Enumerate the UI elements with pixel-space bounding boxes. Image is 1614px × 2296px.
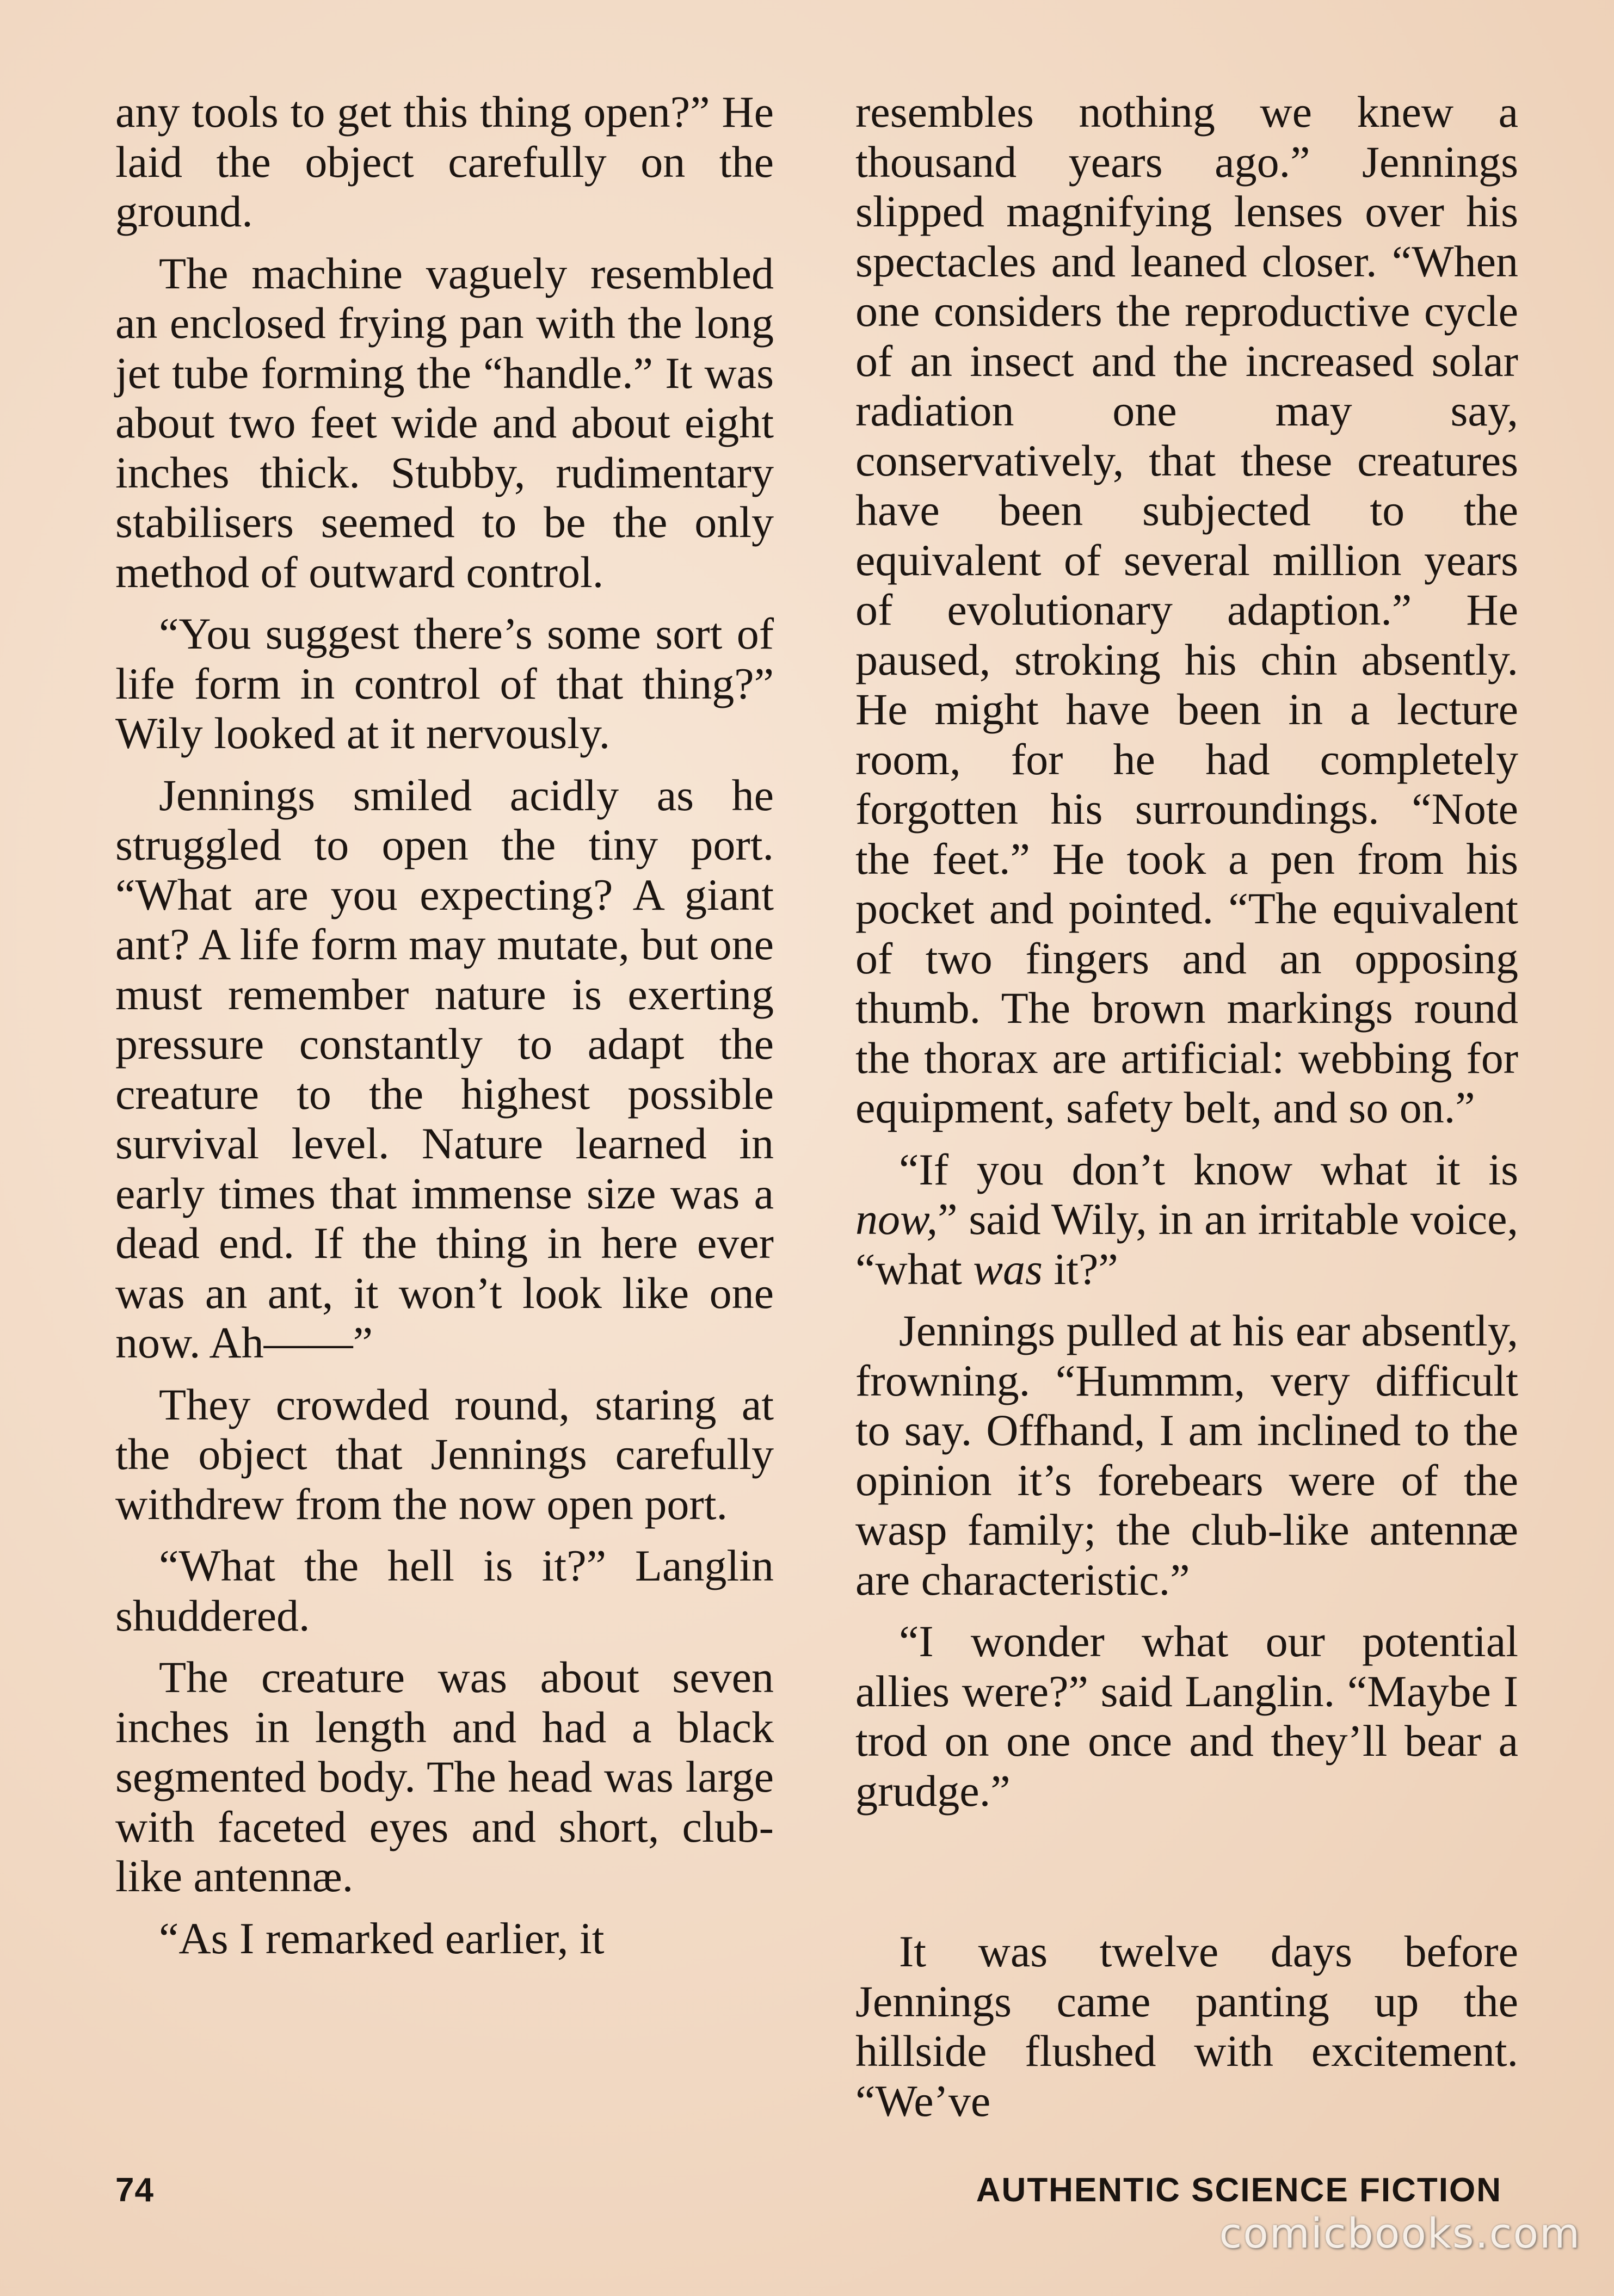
paragraph: The machine vaguely resembled an enclosed frying pan with the long jet tube forming the “handle.” It was about two feet wide and about eight inches thick. Stubby, rudimentary stabilisers seemed to be the only method of outward control. xyxy=(115,248,774,597)
paragraph: “What the hell is it?” Langlin shuddered. xyxy=(115,1541,774,1640)
paragraph: Jennings pulled at his ear absently, frowning. “Hummm, very difficult to say. Offhand, I am inclined to the opinion it’s forebears were of the wasp family; the club-like antennæ are characteristic.” xyxy=(855,1306,1518,1604)
paragraph: “You suggest there’s some sort of life form in control of that thing?” Wily looked at it nervously. xyxy=(115,609,774,758)
text-span: it?” xyxy=(1042,1244,1118,1294)
paragraph: The creature was about seven inches in length and had a black segmented body. The head was large with faceted eyes and short, club-like antennæ. xyxy=(115,1652,774,1901)
page-number: 74 xyxy=(115,2171,154,2209)
text-span: ” said Wily, in an irritable voice, “what xyxy=(855,1194,1518,1294)
watermark-text: comicbooks.com xyxy=(1219,2209,1581,2257)
text-span: “If you don’t know what it is xyxy=(899,1144,1518,1194)
magazine-title: AUTHENTIC SCIENCE FICTION xyxy=(976,2171,1502,2209)
paragraph-with-emphasis xyxy=(855,1145,1518,1294)
paragraph: “I wonder what our potential allies were?” said Langlin. “Maybe I trod on one once and they’ll bear a grudge.” xyxy=(855,1616,1518,1816)
paragraph: resembles nothing we knew a thousand years ago.” Jennings slipped magnifying lenses over his spectacles and leaned closer. “When one considers the reproductive cycle of an insect and the increased solar radiation one may say, conservatively, that these creatures have been subjected to the equivalent of several million years of evolutionary adaption.” He paused, stroking his chin absently. He might have been in a lecture room, for he had completely forgotten his surroundings. “Note the feet.” He took a pen from his pocket and pointed. “The equivalent of two fingers and an opposing thumb. The brown markings round the thorax are artificial: webbing for equipment, safety belt, and so on.” xyxy=(855,87,1518,1132)
emphasis-now: now, xyxy=(855,1194,938,1244)
right-text-column xyxy=(855,87,1518,2138)
paragraph: They crowded round, staring at the object that Jennings carefully withdrew from the now open port. xyxy=(115,1379,774,1529)
left-text-column xyxy=(115,87,774,1975)
paragraph-new-section: It was twelve days before Jennings came panting up the hillside flushed with excitement. “We’ve xyxy=(855,1927,1518,2126)
paragraph: “As I remarked earlier, it xyxy=(159,1913,605,1963)
emphasis-was: was xyxy=(973,1244,1043,1294)
paragraph: any tools to get this thing open?” He laid the object carefully on the ground. xyxy=(115,87,774,236)
paragraph: Jennings smiled acidly as he struggled to open the tiny port. “What are you expecting? A giant ant? A life form may mutate, but one must remember nature is exerting pressure constantly to adapt the creature to the highest possible survival level. Nature learned in early times that immense size was a dead end. If the thing in here ever was an ant, it won’t look like one now. Ah——” xyxy=(115,770,774,1367)
